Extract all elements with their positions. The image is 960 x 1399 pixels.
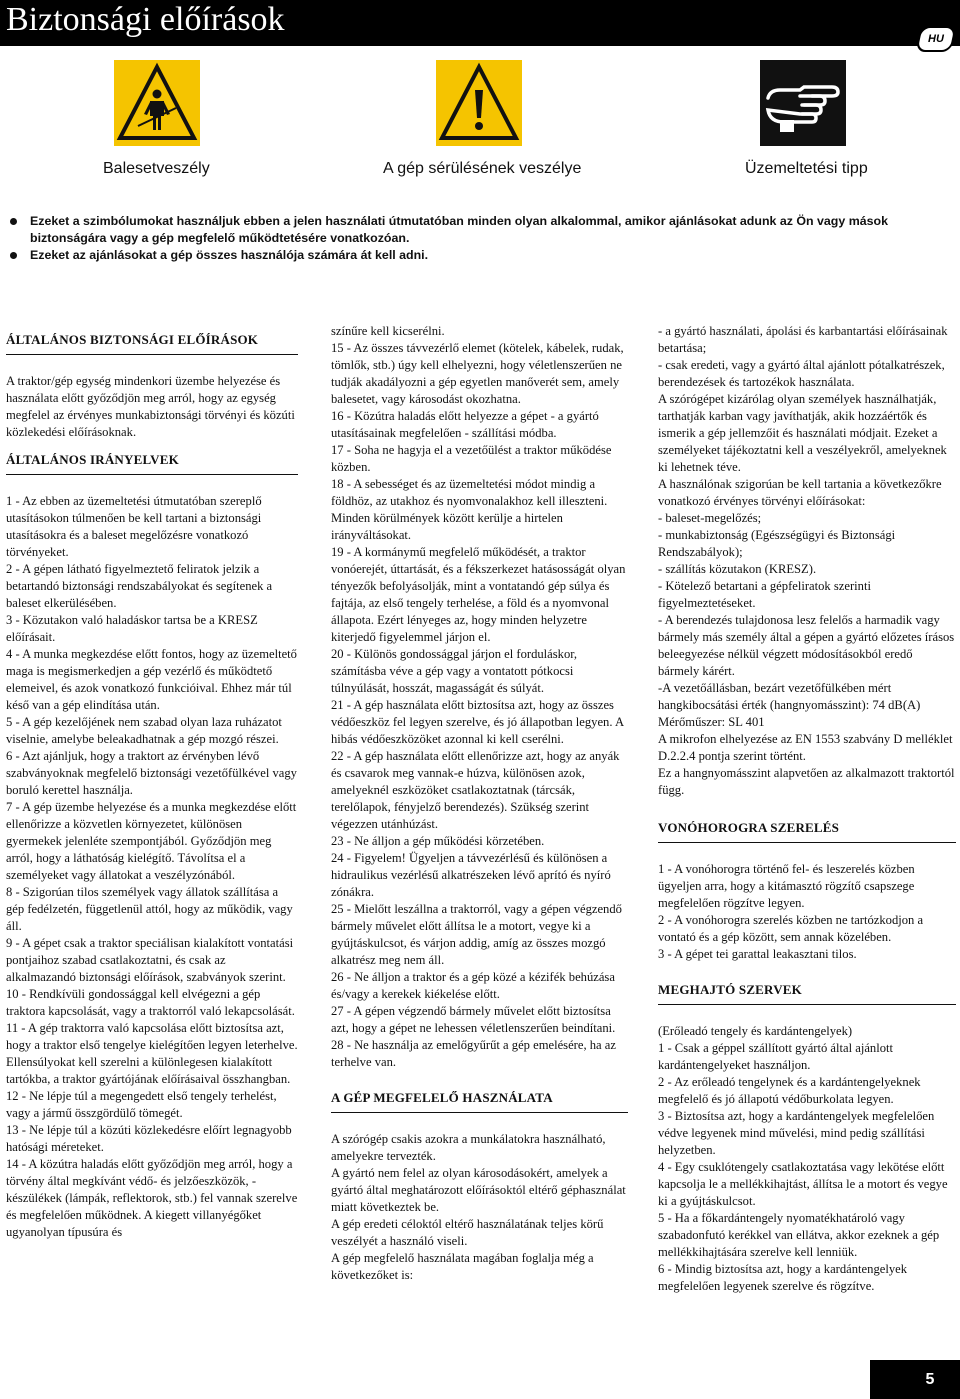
list-item: Mérőműszer: SL 401: [658, 715, 765, 729]
section-heading-towing-hitch: VONÓHOROGRA SZERELÉS: [658, 819, 956, 843]
list-item: 2 - A vonóhorogra szerelés közben ne tartózkodjon a vontató és a gép között, sem annak közelében.: [658, 913, 924, 944]
section-heading-general-guidelines: ÁLTALÁNOS IRÁNYELVEK: [6, 451, 298, 475]
list-item: 10 - Rendkívüli gondossággal kell elvégezni a gép traktora kapcsolását, vagy a traktorról való lekapcsolását.: [6, 987, 295, 1018]
list-item: 3 - Biztosítsa azt, hogy a kardántengelyek megfelelően védve legyenek mind művelési, mind pedig szállítási helyzetben.: [658, 1109, 935, 1157]
list-item: 1 - Az ebben az üzemeltetési útmutatóban szereplő utasításokon túlmenően be kell tartani a biztonsági utasításokra és a baleset megelőzésre vonatkozó törvényeket.: [6, 494, 262, 559]
list-item: - A berendezés tulajdonosa lesz felelős a harmadik vagy bármely más személy által a gépen a gyártó előzetes írásos beleegyezése nélkül végzett módosításokból eredő bármely kárért.: [658, 613, 955, 678]
list-item: 26 - Ne álljon a traktor és a gép közé a kézifék behúzása és/vagy a kerekek kiékelése előtt.: [331, 970, 615, 1001]
list-item: 25 - Mielőtt leszállna a traktorról, vagy a gépen végzendő bármely művelet előtt állítsa le a motort, vegye ki a gyújtáskulcsot, és várjon addig, amíg az összes mozgó alkatrész meg nem áll.: [331, 902, 622, 967]
list-item: 1 - Csak a géppel szállított gyártó által ajánlott kardántengelyeket használjon.: [658, 1041, 894, 1072]
list-item: 2 - A gépen látható figyelmeztető feliratok jelzik a betartandó biztonsági rendszabályokat és segítenek a baleset elkerülésében.: [6, 562, 273, 610]
list-item: 22 - A gép használata előtt ellenőrizze azt, hogy az anyák és csavarok meg vannak-e húzva, különösen azok, amelyeknél eszközöket csatlakoztatnak (tárcsák, terelőlapok, fényjelző berendezés). Szükség szerint végezzen utánhúzást.: [331, 749, 620, 831]
list-item: A szórógépet kizárólag olyan személyek használhatják, tarthatják karban vagy javíthatják, akik hozzáértők és ismerik a gép jellemzőit és használati módjait. Ezeket a személyeket tájékoztatni kell a veszélyekről, amelyeknek ki lehetnek téve.: [658, 392, 947, 474]
intro-bullet: Ezeket az ajánlásokat a gép összes használója számára át kell adni.: [6, 247, 951, 264]
language-badge: [915, 26, 957, 52]
list-item: (Erőleadó tengely és kardántengelyek): [658, 1024, 853, 1038]
list-item: - a gyártó használati, ápolási és karbantartási előírásainak betartása;: [658, 324, 948, 355]
intro-notes: [6, 213, 951, 264]
page-header: [0, 0, 960, 46]
list-item: 17 - Soha ne hagyja el a vezetőülést a traktor működése közben.: [331, 443, 612, 474]
list-item: 27 - A gépen végzendő bármely művelet előtt biztosítsa azt, hogy a gépet ne lehessen véletlenszerűen beindítani.: [331, 1004, 616, 1035]
list-item: 23 - Ne álljon a gép működési körzetében.: [331, 834, 545, 848]
list-item: 1 - A vonóhorogra történő fel- és leszerelés közben ügyeljen arra, hogy a kitámasztó rögzítő csapszege megfelelően rögzítve legyen.: [658, 862, 915, 910]
list-item: -A vezetőállásban, bezárt vezetőfülkében mért hangkibocsátási érték (hangnyomásszint): 74 dB(A): [658, 681, 921, 712]
list-item: - baleset-megelőzés;: [658, 511, 762, 525]
person-hazard-icon: [114, 60, 200, 146]
list-item: Ez a hangnyomásszint alapvetően az alkalmazott traktortól függ.: [658, 766, 955, 797]
symbol-label-accident: Balesetveszély: [103, 160, 210, 177]
symbol-label-operation-tip: Üzemeltetési tipp: [745, 160, 868, 177]
column-1: [6, 323, 298, 1241]
paragraph: A traktor/gép egység mindenkori üzembe helyezése és használata előtt győződjön meg arról, hogy az egység megfelel az érvényes munkabiztonsági törvényi és közúti közlekedési előírásoknak.: [6, 374, 295, 439]
list-item: 11 - A gép traktorra való kapcsolása előtt biztosítsa azt, hogy a traktor első tengelye kielégítően legyen leterhelve. Ellensúlyokat kell szerelni a különlegesen kialakított tartókba, a traktor gyártójának előírásaival összhangban.: [6, 1021, 298, 1086]
intro-bullet: Ezeket a szimbólumokat használjuk ebben a jelen használati útmutatóban minden olyan alkalommal, amikor ajánlásokat adunk az Ön vagy mások biztonságára vagy a gép megfelelő működtetésére vonatkozóan.: [6, 213, 951, 247]
list-item: A használónak szigorúan be kell tartania a következőkre vonatkozó érvényes törvényi előírásokat:: [658, 477, 942, 508]
list-item: 3 - Közutakon való haladáskor tartsa be a KRESZ előírásait.: [6, 613, 258, 644]
exclamation-warning-icon: [436, 60, 522, 146]
list-item: 6 - Mindig biztosítsa azt, hogy a kardántengelyek megfelelően legyenek szerelve és rögzítve.: [658, 1262, 908, 1293]
list-item: 19 - A kormánymű megfelelő működését, a traktor vonóerejét, úttartását, és a fékszerkezet hatásosságát olyan tényezők befolyásolják, mint a vontatandó gép súlya és fajtája, az első tengely terhelése, a föld és a nyomvonal állapota. Ezért lényeges az, hogy minden helyzetre kiterjedő figyelemmel járjon el.: [331, 545, 626, 644]
list-item: 20 - Különös gondossággal járjon el forduláskor, számításba véve a gép vagy a vontatott pótkocsi túlnyúlását, hosszát, magasságát és súlyát.: [331, 647, 578, 695]
list-item: 28 - Ne használja az emelőgyűrűt a gép emelésére, ha az terhelve van.: [331, 1038, 616, 1069]
list-item: 14 - A közútra haladás előtt győződjön meg arról, hogy a törvény által megkívánt védő- és jelzőeszközök, -készülékek (lámpák, reflektorok, stb.) fel vannak szerelve és megfelelően működnek. A kiegett villanyégőket ugyanolyan típusúra és: [6, 1157, 298, 1239]
list-item: A gép eredeti céloktól eltérő használatának teljes körű veszélyét a használó viseli.: [331, 1217, 604, 1248]
list-item: 7 - A gép üzembe helyezése és a munka megkezdése előtt ellenőrizze a közvetlen környezetet, különösen gyermekek jelenléte szempontjából. Győződjön meg arról, hogy a láthatóság kielégítő. Távolítsa el a személyeket vagy állatokat a veszélyzónából.: [6, 800, 297, 882]
list-item: 18 - A sebességet és az üzemeltetési módot mindig a földhöz, az utakhoz és nyomvonalakhoz kell illeszteni. Minden körülmények között kerülje a hirtelen irányváltásokat.: [331, 477, 608, 542]
list-item: A gyártó nem felel az olyan károsodásokért, amelyek a gyártó által meghatározott előírásoktól eltérő géphasználat miatt következtek be.: [331, 1166, 626, 1214]
list-item: 13 - Ne lépje túl a közúti közlekedésre előírt legnagyobb hatósági méreteket.: [6, 1123, 292, 1154]
language-code: HU: [928, 33, 944, 45]
list-item: 21 - A gép használata előtt biztosítsa azt, hogy az összes védőeszköz fel legyen szerelve, és jó állapotban legyen. A hibás védőeszközöket azonnal ki kell cserélni.: [331, 698, 624, 746]
list-item: 6 - Azt ajánljuk, hogy a traktort az érvényben lévő szabványoknak megfelelő biztonsági vezetőfülkével vagy boruló kerettel használja.: [6, 749, 297, 797]
section-heading-drive-units: MEGHAJTÓ SZERVEK: [658, 981, 956, 1005]
list-item: 12 - Ne lépje túl a megengedett első tengely terhelést, vagy a jármű összgördülő tömegét.: [6, 1089, 277, 1120]
list-item: A mikrofon elhelyezése az EN 1553 szabvány D melléklet D.2.2.4 pontja szerint történt.: [658, 732, 953, 763]
list-item: 9 - A gépet csak a traktor speciálisan kialakított vontatási pontjaihoz szabad csatlakoztatni, és csak az alkalmazandó biztonsági előírások, szabványok szerint.: [6, 936, 294, 984]
list-item: - csak eredeti, vagy a gyártó által ajánlott pótalkatrészek, berendezések és tartozékok használata.: [658, 358, 945, 389]
list-item: 3 - A gépet tei garattal leakasztani tilos.: [658, 947, 857, 961]
list-item: - munkabiztonság (Egészségügyi és Biztonsági Rendszabályok);: [658, 528, 896, 559]
page-number: 5: [870, 1360, 960, 1399]
list-item: - szállítás közutakon (KRESZ).: [658, 562, 817, 576]
column-3: [658, 323, 956, 1295]
page-title: Biztonsági előírások: [6, 1, 285, 38]
list-item: - Kötelező betartani a gépfeliratok szerinti figyelmeztetéseket.: [658, 579, 871, 610]
section-heading-proper-use: A GÉP MEGFELELŐ HASZNÁLATA: [331, 1089, 628, 1113]
list-item: 4 - Egy csuklótengely csatlakoztatása vagy lekötése előtt kapcsolja le a mellékkihajtást, állítsa le a motort és vegye ki a gyújtáskulcsot.: [658, 1160, 948, 1208]
list-item: 4 - A munka megkezdése előtt fontos, hogy az üzemeltető maga is megismerkedjen a gép vezérlő és működtető elemeivel, és azok vonatkozó funkcióival. Ehhez már túl késő van a gép elindítása után.: [6, 647, 297, 712]
list-item: 15 - Az összes távvezérlő elemet (kötelek, kábelek, rudak, tömlők, stb.) úgy kell elhelyezni, hogy véletlenszerűen ne tudják akadályozni a gép egyetlen manőverét sem, amely balesetet, vagy károsodást okozhatna.: [331, 341, 624, 406]
pointing-hand-icon: [760, 60, 846, 146]
list-item: 2 - Az erőleadó tengelynek és a kardántengelyeknek megfelelő és jó állapotú védőburkolata legyen.: [658, 1075, 921, 1106]
list-item: 5 - A gép kezelőjének nem szabad olyan laza ruházatot viselnie, amelybe beleakadhatnak a gép mozgó részei.: [6, 715, 282, 746]
list-item: színűre kell kicserélni.: [331, 324, 445, 338]
list-item: A szórógép csakis azokra a munkálatokra használható, amelyekre tervezték.: [331, 1132, 606, 1163]
list-item: 5 - Ha a főkardántengely nyomatékhatároló vagy szabadonfutó kerékkel van ellátva, akkor ezeknek a gép mellékkihajtására szerelve kell lenniük.: [658, 1211, 940, 1259]
section-heading-general-safety: ÁLTALÁNOS BIZTONSÁGI ELŐÍRÁSOK: [6, 331, 298, 355]
list-item: A gép megfelelő használata magában foglalja még a következőket is:: [331, 1251, 594, 1282]
list-item: 8 - Szigorúan tilos személyek vagy állatok szállítása a gép fedélzetén, függetlenül attól, hogy az működik, vagy áll.: [6, 885, 293, 933]
list-item: 24 - Figyelem! Ügyeljen a távvezérlésű és különösen a hidraulikus vezérlésű alkatrészeken lévő aprító és nyíró zónákra.: [331, 851, 611, 899]
column-2: [331, 323, 628, 1284]
symbol-label-machine-damage: A gép sérülésének veszélye: [383, 160, 582, 177]
list-item: 16 - Közútra haladás előtt helyezze a gépet - a gyártó utasításainak megfelelően - szállítási módba.: [331, 409, 599, 440]
